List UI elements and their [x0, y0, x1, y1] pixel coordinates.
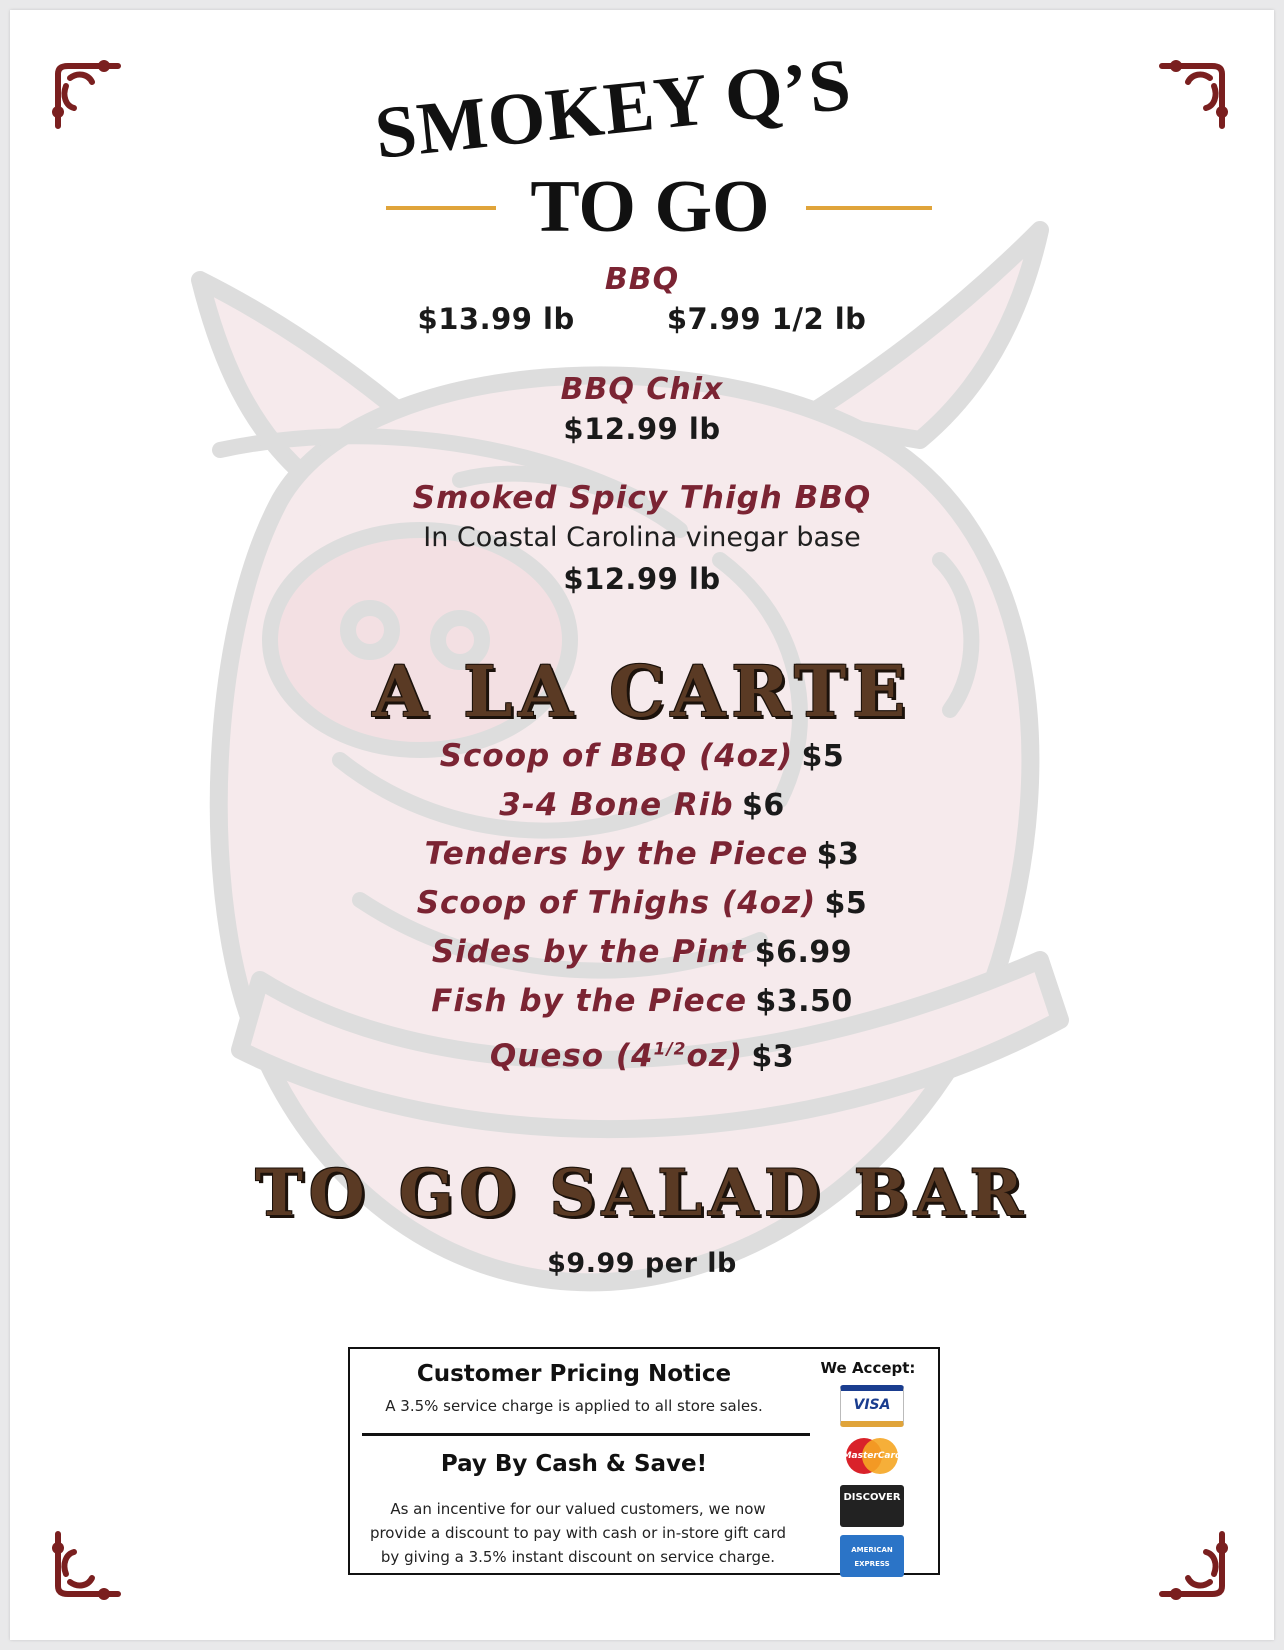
item-price: $3 [816, 837, 860, 872]
list-item [10, 732, 1274, 781]
notice-subtitle: A 3.5% service charge is applied to all store sales. [385, 1397, 763, 1415]
accepted-cards-panel [798, 1349, 938, 1573]
item-name: Queso $(4^{1/2}oz)$ [489, 1038, 744, 1075]
list-item [10, 879, 1274, 928]
list-item [10, 781, 1274, 830]
corner-ornament-icon [1152, 1524, 1232, 1604]
body-line: by giving a 3.5% instant discount on service charge. [380, 1548, 776, 1566]
mastercard-icon: MasterCard [840, 1435, 904, 1477]
notice-divider [362, 1433, 810, 1436]
bbq-price-lb: $13.99 lb [417, 302, 575, 336]
american-express-card-icon: AMERICAN EXPRESS [840, 1535, 904, 1577]
logo-line-1: SMOKEY Q’S [371, 43, 856, 176]
list-item [10, 977, 1274, 1026]
body-line: As an incentive for our valued customers, we now [390, 1500, 766, 1518]
thigh-title: Smoked Spicy Thigh BBQ [412, 480, 872, 516]
visa-card-icon: VISA [840, 1385, 904, 1427]
bbq-title: BBQ [604, 262, 680, 297]
item-price: $6.99 [754, 935, 853, 970]
restaurant-logo [340, 43, 960, 250]
list-item [10, 1026, 1274, 1081]
a-la-carte-heading: A LA CARTE [372, 650, 912, 733]
item-name: Fish by the Piece [431, 983, 748, 1019]
corner-ornament-icon [1152, 56, 1232, 136]
list-item [10, 928, 1274, 977]
item-name-superscript: 1/2 [653, 1040, 687, 1060]
corner-ornament-icon [48, 1524, 128, 1604]
menu-page [10, 10, 1274, 1640]
we-accept-label: We Accept: [820, 1359, 916, 1377]
thigh-description: In Coastal Carolina vinegar base [423, 522, 861, 553]
item-name: 3-4 Bone Rib [499, 787, 734, 823]
bbq-prices [10, 302, 1274, 337]
item-price: $3.50 [755, 984, 853, 1019]
notice-text-panel [350, 1349, 798, 1573]
list-item [10, 830, 1274, 879]
discover-card-icon: DISCOVER [840, 1485, 904, 1527]
cash-save-body [358, 1497, 798, 1569]
salad-bar-price: $9.99 per lb [547, 1248, 737, 1279]
item-name: Scoop of BBQ (4oz) [439, 738, 794, 774]
item-name: Scoop of Thighs (4oz) [416, 885, 817, 921]
cash-save-title: Pay By Cash & Save! [440, 1451, 708, 1477]
notice-title: Customer Pricing Notice [416, 1361, 732, 1387]
item-name: Tenders by the Piece [424, 836, 809, 872]
item-name: Sides by the Pint [431, 934, 747, 970]
thigh-price: $12.99 lb [563, 562, 721, 596]
salad-bar-heading: TO GO SALAD BAR [255, 1156, 1029, 1231]
body-line: provide a discount to pay with cash or in-store gift card [369, 1524, 787, 1542]
item-price: $5 [824, 886, 868, 921]
bbq-price-half: $7.99 1/2 lb [666, 302, 867, 336]
item-price: $6 [741, 788, 785, 823]
logo-line-2: TO GO [530, 166, 770, 248]
item-price: $5 [801, 739, 845, 774]
customer-pricing-notice [348, 1347, 940, 1575]
chix-title: BBQ Chix [560, 372, 724, 407]
a-la-carte-list [10, 732, 1274, 1081]
item-price: $3 [751, 1039, 795, 1075]
chix-price: $12.99 lb [563, 412, 721, 446]
corner-ornament-icon [48, 56, 128, 136]
